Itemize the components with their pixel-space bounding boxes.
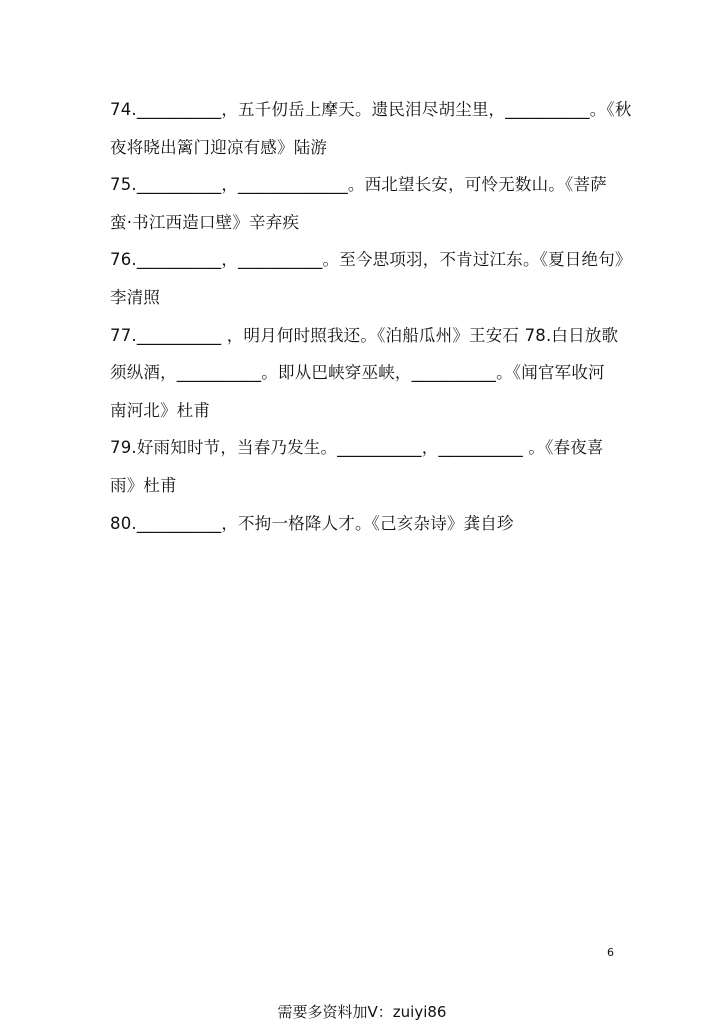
text-line: 蛮·书江西造口壁》辛弃疾 — [110, 212, 300, 232]
text-line: 75.__________，_____________。西北望长安，可怜无数山。《菩萨 — [110, 175, 607, 195]
footer-note: 需要多资料加V：zuiyi86 — [277, 1003, 447, 1021]
text-line: 77.__________ ，明月何时照我还。《泊船瓜州》王安石 78.白日放歌 — [110, 325, 619, 345]
text-line: 须纵酒，__________。即从巴峡穿巫峡，__________。《闻官军收河 — [110, 363, 605, 383]
text-line: 南河北》杜甫 — [110, 400, 211, 420]
text-line: 李清照 — [110, 287, 161, 307]
text-line: 76.__________，__________。至今思项羽，不肯过江东。《夏日绝句》 — [110, 250, 632, 270]
document-body — [110, 96, 632, 547]
page-number: 6 — [607, 946, 614, 959]
text-line: 夜将晓出篱门迎凉有感》陆游 — [110, 137, 328, 157]
text-line: 80.__________，不拘一格降人才。《己亥杂诗》龚自珍 — [110, 513, 514, 533]
text-line: 雨》杜甫 — [110, 475, 177, 495]
text-line: 74.__________，五千仞岳上摩天。遗民泪尽胡尘里，__________。《秋 — [110, 100, 632, 119]
text-line: 79.好雨知时节，当春乃发生。__________，__________ 。《春夜喜 — [110, 438, 604, 458]
